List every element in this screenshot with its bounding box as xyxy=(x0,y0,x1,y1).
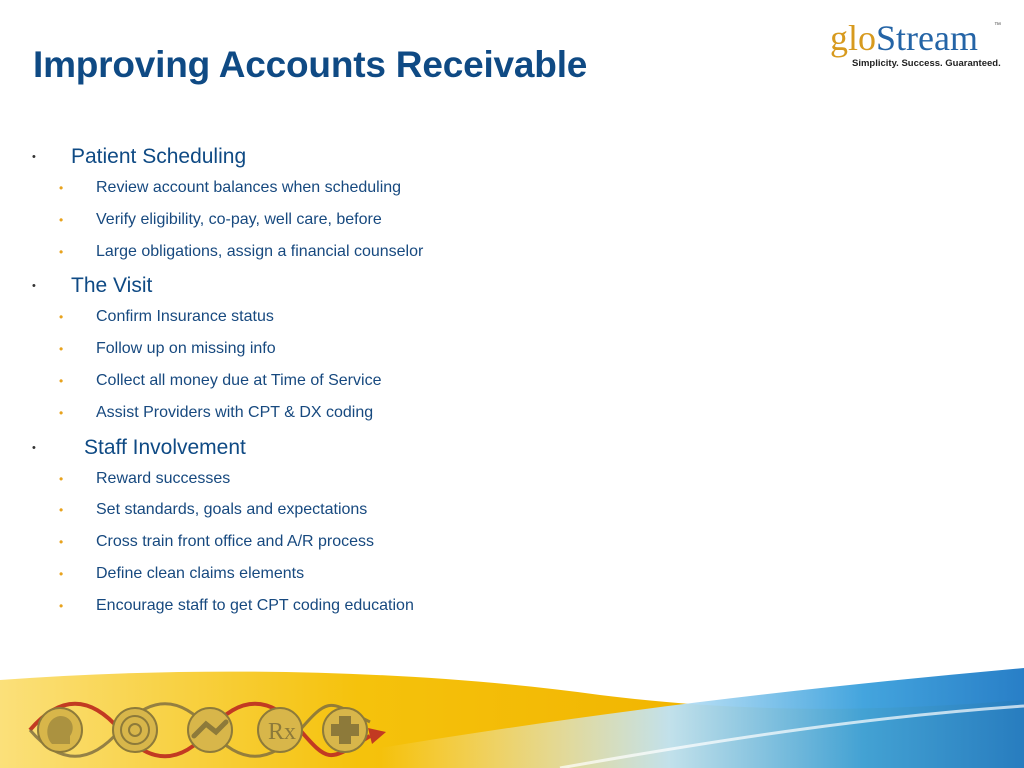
list-item-text: Review account balances when scheduling xyxy=(96,179,402,196)
logo-tagline: Simplicity. Success. Guaranteed. xyxy=(852,58,1001,69)
list-item-text: Follow up on missing info xyxy=(96,340,276,358)
handshake-icon xyxy=(188,708,232,752)
sub-bullet: • xyxy=(59,471,64,486)
section-bullet: • xyxy=(32,441,36,454)
list-item-text: Large obligations, assign a financial counselor xyxy=(96,242,424,260)
rx-glyph: Rx xyxy=(268,719,297,745)
sub-bullet: • xyxy=(59,566,64,581)
sub-bullet: • xyxy=(59,373,64,388)
section-heading xyxy=(0,142,900,176)
list-item xyxy=(0,337,900,369)
list-item xyxy=(0,467,900,499)
sub-bullet: • xyxy=(59,405,64,420)
sub-bullet: • xyxy=(59,342,64,357)
section-heading xyxy=(0,271,900,305)
list-item-text: Cross train front office and A/R process xyxy=(96,533,375,551)
list-item xyxy=(0,176,900,208)
head-icon xyxy=(38,708,82,752)
list-item-text: Assist Providers with CPT & DX coding xyxy=(96,403,374,421)
list-item xyxy=(0,240,900,272)
list-item-text: Collect all money due at Time of Service xyxy=(96,371,382,389)
list-item xyxy=(0,305,900,337)
glostream-logo xyxy=(828,18,1004,74)
bullet-outline xyxy=(0,142,900,626)
list-item xyxy=(0,208,900,240)
logo-wordmark xyxy=(830,18,978,58)
section-heading xyxy=(0,433,900,467)
list-item xyxy=(0,562,900,594)
section-heading-text: Patient Scheduling xyxy=(71,145,247,168)
list-item-text: Set standards, goals and expectations xyxy=(96,501,368,519)
list-item-text: Encourage staff to get CPT coding education xyxy=(96,596,414,614)
section-bullet: • xyxy=(32,151,36,163)
section-heading-text: The Visit xyxy=(71,274,153,298)
rx-icon xyxy=(258,708,302,752)
logo-word-part2: Stream xyxy=(876,18,978,58)
sub-bullet: • xyxy=(59,181,64,195)
list-item xyxy=(0,369,900,401)
list-item xyxy=(0,594,900,626)
list-item-text: Define clean claims elements xyxy=(96,564,305,582)
logo-word-part1: glo xyxy=(830,18,877,58)
sub-bullet: • xyxy=(59,212,64,227)
section-heading-text: Staff Involvement xyxy=(84,435,246,459)
list-item-text: Verify eligibility, co-pay, well care, before xyxy=(96,210,382,228)
list-item xyxy=(0,498,900,530)
sub-bullet: • xyxy=(59,535,64,550)
section-bullet: • xyxy=(32,280,36,293)
list-item-text: Reward successes xyxy=(96,469,231,487)
sub-bullet: • xyxy=(59,310,64,325)
sub-bullet: • xyxy=(59,598,64,613)
footer-banner xyxy=(0,640,1024,768)
list-item xyxy=(0,530,900,562)
logo-trademark: ™ xyxy=(994,22,1001,29)
slide-title: Improving Accounts Receivable xyxy=(33,44,588,85)
target-icon xyxy=(113,708,157,752)
sub-bullet: • xyxy=(59,244,64,259)
list-item xyxy=(0,401,900,433)
medical-cross-icon xyxy=(323,708,367,752)
list-item-text: Confirm Insurance status xyxy=(96,308,274,326)
sub-bullet: • xyxy=(59,503,64,518)
